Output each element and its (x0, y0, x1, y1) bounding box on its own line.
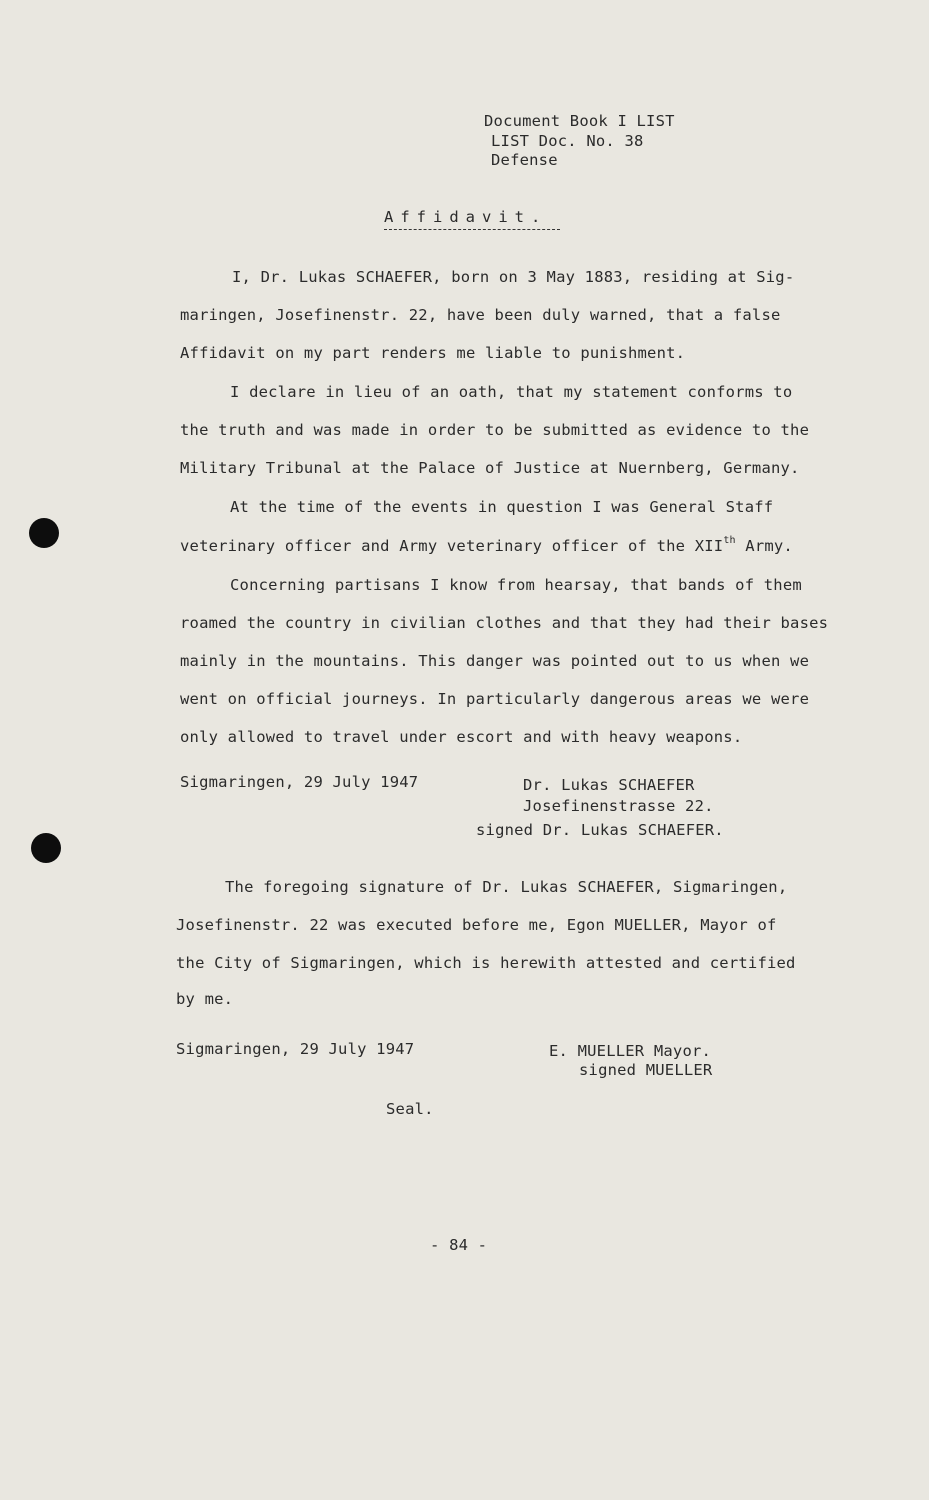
signature2-signed: signed MUELLER (579, 1061, 713, 1079)
title-underline (384, 229, 560, 230)
para2-line2: the truth and was made in order to be submitted as evidence to the (180, 421, 810, 439)
para3-line2 (180, 537, 793, 555)
para5-line3: the City of Sigmaringen, which is herewith attested and certified (176, 954, 796, 972)
para5-line2: Josefinenstr. 22 was executed before me, Egon MUELLER, Mayor of (176, 916, 777, 934)
header-line-2: LIST Doc. No. 38 (491, 132, 644, 150)
punch-hole-bottom (31, 833, 61, 863)
para4-line5: only allowed to travel under escort and with heavy weapons. (180, 728, 743, 746)
para2-line3: Military Tribunal at the Palace of Justice at Nuernberg, Germany. (180, 459, 800, 477)
ordinal-superscript: th (723, 535, 736, 546)
para3-line2-end: Army. (735, 537, 793, 555)
signature2-place-date: Sigmaringen, 29 July 1947 (176, 1040, 415, 1058)
signature2-name: E. MUELLER Mayor. (549, 1042, 712, 1060)
para5-line4: by me. (176, 990, 234, 1008)
punch-hole-top (29, 518, 59, 548)
para2-line1: I declare in lieu of an oath, that my statement conforms to (230, 383, 793, 401)
signature1-name: Dr. Lukas SCHAEFER (523, 776, 695, 794)
signature1-place-date: Sigmaringen, 29 July 1947 (180, 773, 419, 791)
page-number: - 84 - (430, 1236, 488, 1254)
para5-line1: The foregoing signature of Dr. Lukas SCHAEFER, Sigmaringen, (225, 878, 788, 896)
para1-line2: maringen, Josefinenstr. 22, have been duly warned, that a false (180, 306, 781, 324)
para3-line1: At the time of the events in question I was General Staff (230, 498, 774, 516)
para1-line1: I, Dr. Lukas SCHAEFER, born on 3 May 1883, residing at Sig- (232, 268, 795, 286)
para4-line4: went on official journeys. In particularly dangerous areas we were (180, 690, 810, 708)
para3-line2-text: veterinary officer and Army veterinary officer of the XII (180, 537, 724, 555)
para4-line3: mainly in the mountains. This danger was pointed out to us when we (180, 652, 810, 670)
header-line-3: Defense (491, 151, 558, 169)
seal-label: Seal. (386, 1100, 434, 1118)
para4-line1: Concerning partisans I know from hearsay, that bands of them (230, 576, 802, 594)
signature1-signed: signed Dr. Lukas SCHAEFER. (476, 821, 724, 839)
signature1-address: Josefinenstrasse 22. (523, 797, 714, 815)
document-title: Affidavit. (384, 208, 548, 226)
para1-line3: Affidavit on my part renders me liable to punishment. (180, 344, 686, 362)
para4-line2: roamed the country in civilian clothes and that they had their bases (180, 614, 829, 632)
header-line-1: Document Book I LIST (484, 112, 675, 130)
